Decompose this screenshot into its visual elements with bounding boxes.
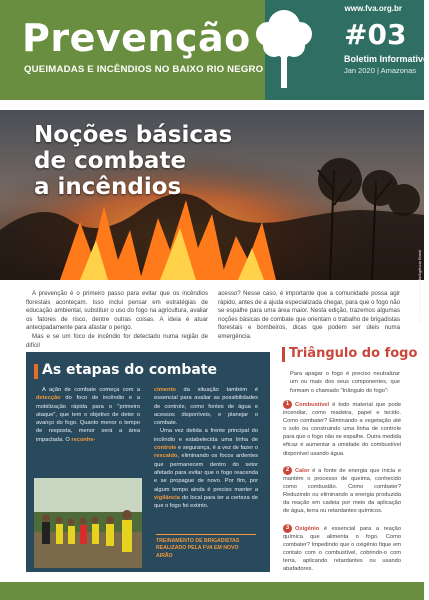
website-link[interactable]: www.fva.org.br xyxy=(344,4,402,13)
item-text: é todo material que pode incendiar, como madeira, papel e tecido. Como combater? Eliminando a vegetação até o solo ou construindo uma linha de controle para que o fogo não se espalhe. Outra medida eficaz é aumentar a umidade do combustível disponível usando água. xyxy=(283,402,401,457)
highlight-term: vigilância xyxy=(154,494,180,501)
intro-paragraph: acesso? Nesse caso, é importante que a comunidade possa agir rápido, antes de a ajuda especializada chegar, para que o fogo não se espalhe para uma área maior. Nesta edição, trazemos algumas noções básicas de combate que orientam o trabalho de brigadistas florestais e bombeiros, dicas que podem ser úteis numa emergência. xyxy=(218,290,400,340)
item-term: Combustível xyxy=(295,402,330,408)
intro-column-2 xyxy=(218,290,400,342)
item-number-badge: 3 xyxy=(283,524,292,533)
text-run: Uma vez detida a frente principal do incêndio e estabelecida uma linha de xyxy=(154,428,258,443)
etapas-column-1 xyxy=(36,386,140,444)
training-illustration xyxy=(34,478,142,568)
triangulo-item-3 xyxy=(283,524,401,574)
hero-title-line: Noções básicas xyxy=(34,122,233,148)
text-run: e segurança, é a vez de fazer o xyxy=(176,445,258,452)
tree-icon xyxy=(252,4,316,92)
item-number-badge: 2 xyxy=(283,466,292,475)
text-run: da situação também é essencial para avaliar as possibilidades de controle, como fontes de água e acessos disponíveis, e planejar o combate. xyxy=(154,387,258,427)
triangulo-title-text: Triângulo do fogo xyxy=(289,346,418,361)
training-photo xyxy=(34,478,142,568)
footer-bar xyxy=(0,582,424,600)
hero-title-line: a incêndios xyxy=(34,174,182,200)
tagline: QUEIMADAS E INCÊNDIOS NO BAIXO RIO NEGRO xyxy=(24,64,264,75)
highlight-term: cimento xyxy=(154,387,176,393)
text-run: A ação de combate começa com a xyxy=(42,387,140,393)
item-term: Calor xyxy=(295,468,310,474)
text-run: , eliminando os focos ardentes que permanecem dentro do setor afetado para evitar que o fogo reacenda e se propague de novo. Por fim, por algum tempo ainda é preciso manter a xyxy=(154,453,258,493)
item-text: é essencial para a reação química que alimenta o fogo. Como combater? Impedindo que o oxigênio fique em contato com o combustível, cobrindo-o com terra, aplicando retardantes ou usando abafadores. xyxy=(283,526,401,573)
hero-title xyxy=(34,122,232,200)
highlight-term: controle xyxy=(154,445,177,452)
item-number-badge: 1 xyxy=(283,400,292,409)
item-term: Oxigênio xyxy=(295,526,320,532)
brand-logo-text: Prevenção xyxy=(22,16,251,60)
highlight-term: reconhe- xyxy=(71,436,96,443)
item-text: é a fonte de energia que inicia e mantém o processo de queima, conhecido como combustão. Como combater? Reduzindo ou eliminando a energia produzida da reação em cadeia por meio da aplicação de água, terra ou retardantes químicos. xyxy=(283,468,401,515)
triangulo-title xyxy=(282,346,417,361)
bulletin-date: Jan 2020 | Amazonas xyxy=(344,66,416,75)
issue-number: #03 xyxy=(344,18,407,51)
triangulo-item-1 xyxy=(283,400,401,458)
highlight-term: detecção xyxy=(36,395,61,402)
etapas-title xyxy=(34,362,217,378)
hero-title-line: de combate xyxy=(34,148,187,174)
triangulo-item-2 xyxy=(283,466,401,516)
photo-caption: TREINAMENTO DE BRIGADISTAS REALIZADO PELA FVA EM NOVO AIRÃO xyxy=(156,534,256,560)
text-run: do foco de incêndio e a mobilização rápida para o "primeiro ataque", que tem o objetivo de deter o avanço do fogo. Quanto menor o tempo de resposta, menor será a área impactada. O xyxy=(36,395,140,443)
photo-credit: Foto: Victor Camamiranda/Agência Brasil xyxy=(417,250,422,324)
highlight-term: rescaldo xyxy=(154,453,178,460)
etapas-title-text: As etapas do combate xyxy=(42,362,218,378)
intro-paragraph: A prevenção é o primeiro passo para evitar que os incêndios florestais aconteçam. Isso inclui pensar em estratégias de educação ambiental, substituir o uso do fogo na agricultura, avaliar os fatores de risco, dentre outras coisas. A ideia é atuar antecipadamente para afastar o perigo. xyxy=(26,290,208,332)
triangulo-intro: Para apagar o fogo é preciso neutralizar um ou mais dos seus componentes, que formam o chamado "triângulo do fogo": xyxy=(290,371,400,394)
bulletin-title: Boletim Informativo xyxy=(344,54,429,64)
intro-column-1 xyxy=(26,290,208,350)
text-run: do local para ter a certeza de que o fogo foi extinto. xyxy=(154,494,258,510)
etapas-column-2 xyxy=(154,386,258,510)
intro-paragraph: Mas e se um foco de incêndio for detectado numa região de difícil xyxy=(26,332,208,349)
